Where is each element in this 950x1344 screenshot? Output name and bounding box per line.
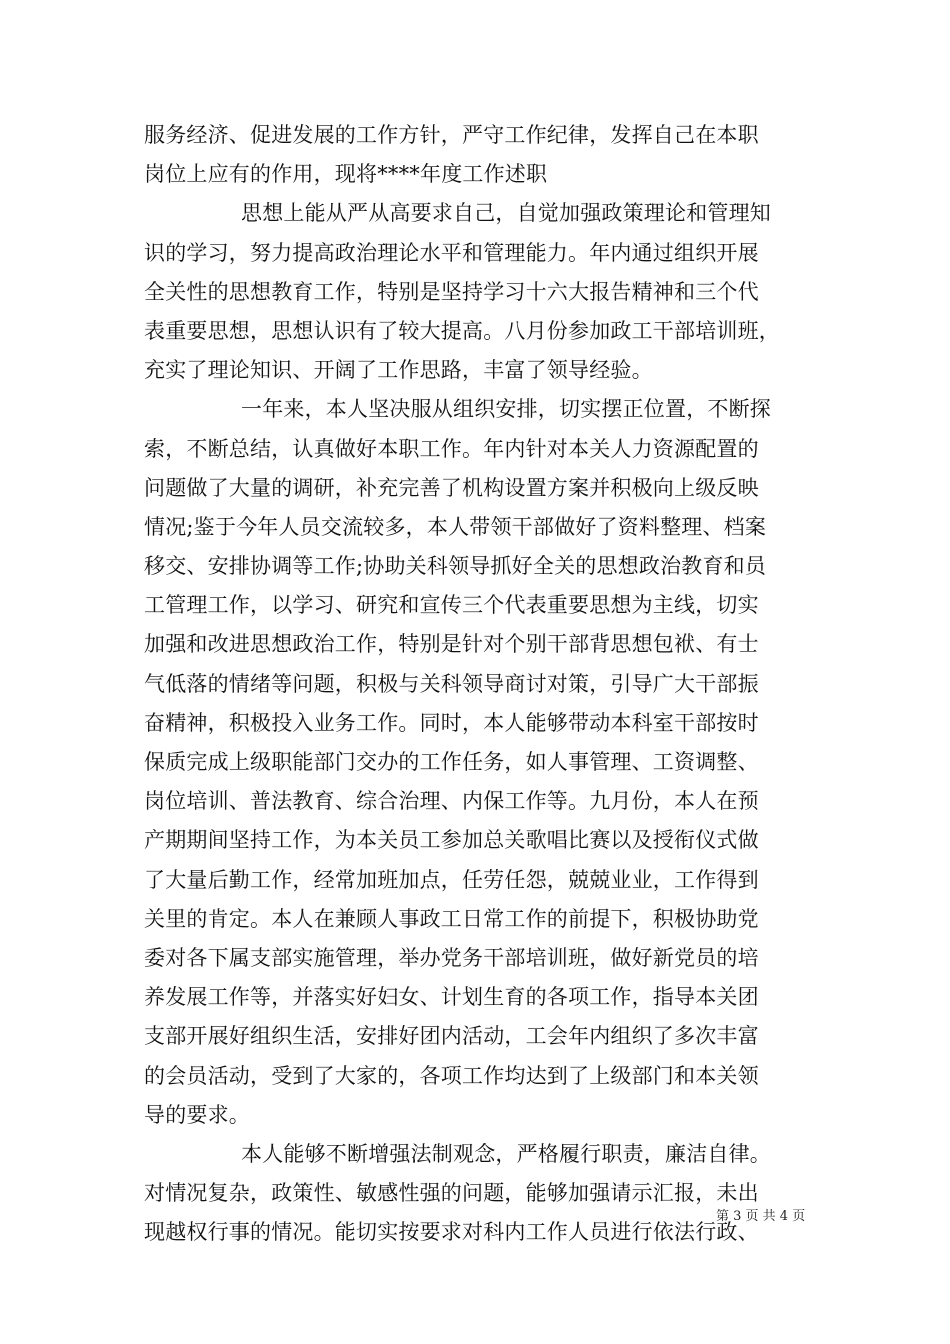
text-line: 现越权行事的情况。能切实按要求对科内工作人员进行依法行政、 <box>144 1220 759 1245</box>
text-line: 充实了理论知识、开阔了工作思路，丰富了领导经验。 <box>144 358 653 383</box>
text-line: 本人能够不断增强法制观念，严格履行职责，廉洁自律。 <box>241 1141 771 1166</box>
text-line: 产期期间坚持工作，为本关员工参加总关歌唱比赛以及授衔仪式做 <box>144 828 759 853</box>
text-line: 情况;鉴于今年人员交流较多，本人带领干部做好了资料整理、档案 <box>144 514 767 539</box>
text-line: 问题做了大量的调研，补充完善了机构设置方案并积极向上级反映 <box>144 475 759 500</box>
text-line: 岗位上应有的作用，现将****年度工作述职 <box>144 162 548 187</box>
text-line: 识的学习，努力提高政治理论水平和管理能力。年内通过组织开展 <box>144 240 759 265</box>
text-line: 奋精神，积极投入业务工作。同时，本人能够带动本科室干部按时 <box>144 710 759 735</box>
text-line: 支部开展好组织生活，安排好团内活动，工会年内组织了多次丰富 <box>144 1024 759 1049</box>
text-line: 岗位培训、普法教育、综合治理、内保工作等。九月份，本人在预 <box>144 789 759 814</box>
text-line: 了大量后勤工作，经常加班加点，任劳任怨，兢兢业业，工作得到 <box>144 867 759 892</box>
text-line: 一年来，本人坚决服从组织安排，切实摆正位置，不断探 <box>241 397 771 422</box>
page-number: 第 3 页 共 4 页 <box>716 1209 806 1224</box>
text-line: 关里的肯定。本人在兼顾人事政工日常工作的前提下，积极协助党 <box>144 906 759 931</box>
text-line: 思想上能从严从高要求自己，自觉加强政策理论和管理知 <box>241 201 771 226</box>
text-line: 索，不断总结，认真做好本职工作。年内针对本关人力资源配置的 <box>144 436 759 461</box>
body-text <box>144 116 809 1252</box>
text-line: 工管理工作，以学习、研究和宣传三个代表重要思想为主线，切实 <box>144 593 759 618</box>
text-line: 气低落的情绪等问题，积极与关科领导商讨对策，引导广大干部振 <box>144 671 759 696</box>
text-line: 表重要思想，思想认识有了较大提高。八月份参加政工干部培训班， <box>144 318 780 343</box>
text-line: 保质完成上级职能部门交办的工作任务，如人事管理、工资调整、 <box>144 750 759 774</box>
text-line: 委对各下属支部实施管理，举办党务干部培训班，做好新党员的培 <box>144 945 759 970</box>
text-line: 对情况复杂，政策性、敏感性强的问题，能够加强请示汇报，未出 <box>144 1181 759 1206</box>
text-line: 养发展工作等，并落实好妇女、计划生育的各项工作，指导本关团 <box>144 985 759 1010</box>
text-line: 的会员活动，受到了大家的，各项工作均达到了上级部门和本关领 <box>144 1063 759 1088</box>
text-line: 服务经济、促进发展的工作方针，严守工作纪律，发挥自己在本职 <box>144 123 759 147</box>
text-line: 加强和改进思想政治工作，特别是针对个别干部背思想包袱、有士 <box>144 632 759 657</box>
text-line: 全关性的思想教育工作，特别是坚持学习十六大报告精神和三个代 <box>144 279 759 304</box>
text-line: 导的要求。 <box>144 1102 250 1127</box>
text-line: 移交、安排协调等工作;协助关科领导抓好全关的思想政治教育和员 <box>144 554 767 579</box>
